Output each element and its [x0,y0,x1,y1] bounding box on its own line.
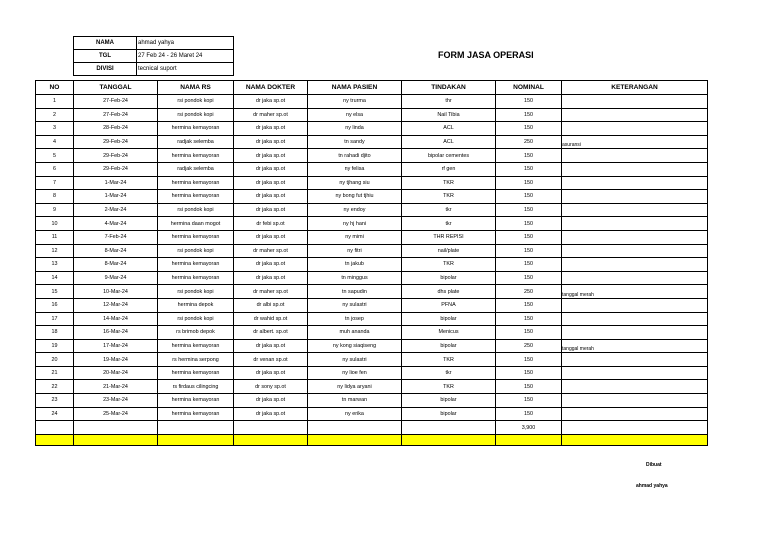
cell-tanggal[interactable]: 4-Mar-24 [74,217,158,231]
cell-tanggal[interactable]: 8-Mar-24 [74,258,158,272]
cell-nominal[interactable]: 150 [496,217,562,231]
cell-no[interactable]: 6 [36,162,74,176]
info-value[interactable]: 27 Feb 24 - 26 Maret 24 [137,50,234,63]
cell-tindakan[interactable]: tkr [402,203,496,217]
cell-nama-pasien[interactable]: ny felisa [308,162,402,176]
cell-nama-rs[interactable]: rsi pondok kopi [158,285,234,299]
cell-nama-pasien[interactable]: ny lioe fen [308,366,402,380]
cell-nama-dokter[interactable]: dr jaka sp.ot [234,162,308,176]
cell-nama-rs[interactable]: radjak selemba [158,162,234,176]
cell[interactable] [74,434,158,445]
cell-nominal[interactable]: 250 [496,285,562,299]
info-row-divisi [74,63,234,76]
cell-no[interactable]: 12 [36,244,74,258]
cell-nominal[interactable]: 150 [496,203,562,217]
cell-nominal[interactable]: 150 [496,271,562,285]
table-row [36,95,708,109]
table-row [36,230,708,244]
cell-tindakan[interactable]: THR REPISI [402,230,496,244]
cell-no[interactable]: 21 [36,366,74,380]
cell-keterangan[interactable] [562,353,708,367]
cell-nama-dokter[interactable]: dr jaka sp.ot [234,366,308,380]
cell-tanggal[interactable]: 9-Mar-24 [74,271,158,285]
header-nama-rs: NAMA RS [158,81,234,95]
cell-no[interactable]: 3 [36,122,74,136]
cell-nama-rs[interactable]: hermina kemayoran [158,190,234,204]
cell-keterangan[interactable] [562,380,708,394]
cell-nama-rs[interactable]: hermina kemayoran [158,339,234,353]
cell-tindakan[interactable]: bipolar cementes [402,149,496,163]
total-row [36,421,708,435]
cell-nama-pasien[interactable]: muh ananda [308,326,402,340]
cell-keterangan[interactable] [562,407,708,421]
cell-no[interactable]: 24 [36,407,74,421]
cell-tindakan[interactable]: bipolar [402,407,496,421]
cell-tanggal[interactable]: 25-Mar-24 [74,407,158,421]
cell-keterangan[interactable] [562,298,708,312]
cell-tanggal[interactable]: 2-Mar-24 [74,203,158,217]
cell[interactable] [158,434,234,445]
cell[interactable] [496,434,562,445]
cell-keterangan[interactable] [562,230,708,244]
cell-nama-pasien[interactable]: ny lidya aryani [308,380,402,394]
cell-no[interactable]: 9 [36,203,74,217]
cell-keterangan[interactable] [562,149,708,163]
cell-nama-pasien[interactable]: tn josep [308,312,402,326]
cell-nama-pasien[interactable]: ny kong siaqiseng [308,339,402,353]
cell-tindakan[interactable]: Menicus [402,326,496,340]
cell-no[interactable]: 15 [36,285,74,299]
header-no: NO [36,81,74,95]
cell-tindakan[interactable]: Nail Tibia [402,108,496,122]
cell-nama-pasien[interactable]: ny erika [308,407,402,421]
cell[interactable] [234,434,308,445]
cell-tindakan[interactable]: bipolar [402,312,496,326]
cell[interactable] [36,421,74,435]
cell-nama-rs[interactable]: rs hermina serpong [158,353,234,367]
info-row-nama [74,37,234,50]
cell-nama-rs[interactable]: rs firdaus cilingcing [158,380,234,394]
cell-nama-pasien[interactable]: ny tjhang siu [308,176,402,190]
cell-tindakan[interactable]: TKR [402,380,496,394]
cell-tanggal[interactable]: 29-Feb-24 [74,162,158,176]
table-row [36,149,708,163]
cell-nama-dokter[interactable]: dr jaka sp.ot [234,122,308,136]
cell-nama-pasien[interactable]: ny trurma [308,95,402,109]
cell-nama-rs[interactable]: hermina kemayoran [158,230,234,244]
cell-keterangan[interactable]: asuransi [562,135,708,149]
cell-keterangan[interactable] [562,244,708,258]
cell-nama-pasien[interactable]: ny hj hani [308,217,402,231]
cell[interactable] [402,421,496,435]
cell-nama-dokter[interactable]: dr wahid sp.ot [234,312,308,326]
cell-tindakan[interactable]: bipolar [402,271,496,285]
cell-nama-dokter[interactable]: dr jaka sp.ot [234,271,308,285]
cell-nama-dokter[interactable]: dr albi sp.ot [234,298,308,312]
cell-no[interactable]: 5 [36,149,74,163]
cell-nominal[interactable]: 150 [496,176,562,190]
info-label: TGL [74,50,137,63]
header-tanggal: TANGGAL [74,81,158,95]
table-row [36,312,708,326]
cell-nama-dokter[interactable]: dr venan sp.ot [234,353,308,367]
cell-keterangan[interactable] [562,176,708,190]
cell-nominal[interactable]: 150 [496,258,562,272]
cell-nominal[interactable]: 150 [496,312,562,326]
cell-tanggal[interactable]: 1-Mar-24 [74,176,158,190]
cell-nama-dokter[interactable]: dr sony sp.ot [234,380,308,394]
cell-no[interactable]: 22 [36,380,74,394]
cell-nama-dokter[interactable]: dr jaka sp.ot [234,258,308,272]
cell-nominal[interactable]: 150 [496,149,562,163]
cell[interactable] [36,434,74,445]
table-row [36,258,708,272]
cell-tanggal[interactable]: 29-Feb-24 [74,149,158,163]
cell-keterangan[interactable] [562,217,708,231]
cell-tanggal[interactable]: 28-Feb-24 [74,122,158,136]
cell-nominal[interactable]: 250 [496,339,562,353]
cell-nama-rs[interactable]: radjak selemba [158,135,234,149]
cell-no[interactable]: 18 [36,326,74,340]
cell-nama-pasien[interactable]: tn rahadi djito [308,149,402,163]
cell-tanggal[interactable]: 21-Mar-24 [74,380,158,394]
cell-nominal[interactable]: 150 [496,190,562,204]
cell-no[interactable]: 19 [36,339,74,353]
table-row [36,271,708,285]
cell-no[interactable]: 17 [36,312,74,326]
cell-nominal[interactable]: 150 [496,122,562,136]
cell-no[interactable]: 1 [36,95,74,109]
cell-nama-pasien[interactable]: tn marwan [308,394,402,408]
cell-nama-rs[interactable]: hermina kemayoran [158,407,234,421]
header-nama-dokter: NAMA DOKTER [234,81,308,95]
cell-nama-rs[interactable]: hermina kemayoran [158,149,234,163]
header-keterangan: KETERANGAN [562,81,708,95]
cell-nama-dokter[interactable]: dr jaka sp.ot [234,339,308,353]
cell-nama-pasien[interactable]: ny sulastri [308,353,402,367]
cell-nama-rs[interactable]: hermina kemayoran [158,394,234,408]
cell-nama-rs[interactable]: rsi pondok kopi [158,203,234,217]
header-nominal: NOMINAL [496,81,562,95]
cell-keterangan[interactable] [562,326,708,340]
cell-tanggal[interactable]: 17-Mar-24 [74,339,158,353]
cell-tanggal[interactable]: 20-Mar-24 [74,366,158,380]
signature-name: ahmad yahya [636,483,668,489]
cell-nominal[interactable]: 150 [496,380,562,394]
cell[interactable] [74,421,158,435]
cell-tindakan[interactable]: TKR [402,190,496,204]
cell-nama-dokter[interactable]: dr jaka sp.ot [234,95,308,109]
cell-no[interactable]: 20 [36,353,74,367]
cell-nama-dokter[interactable]: dr maher sp.ot [234,108,308,122]
cell-tindakan[interactable]: TKR [402,176,496,190]
cell-tanggal[interactable]: 10-Mar-24 [74,285,158,299]
cell-tanggal[interactable]: 27-Feb-24 [74,95,158,109]
cell[interactable] [402,434,496,445]
table-row [36,326,708,340]
cell-nominal[interactable]: 150 [496,394,562,408]
cell-keterangan[interactable]: tanggal merah [562,285,708,299]
cell-keterangan[interactable] [562,366,708,380]
cell[interactable] [234,421,308,435]
cell-nama-pasien[interactable]: ny bong fut tjhiu [308,190,402,204]
cell-tanggal[interactable]: 19-Mar-24 [74,353,158,367]
cell[interactable] [308,434,402,445]
cell-tanggal[interactable]: 16-Mar-24 [74,326,158,340]
cell-keterangan[interactable] [562,258,708,272]
info-label: DIVISI [74,63,137,76]
cell-no[interactable]: 8 [36,190,74,204]
cell-no[interactable]: 23 [36,394,74,408]
cell-keterangan[interactable] [562,190,708,204]
table-body [36,95,708,421]
form-title: FORM JASA OPERASI [438,50,534,60]
cell-nominal[interactable]: 150 [496,298,562,312]
table-row [36,122,708,136]
cell-nama-rs[interactable]: hermina kemayoran [158,122,234,136]
info-row-tgl [74,50,234,63]
cell-keterangan[interactable] [562,108,708,122]
cell-nama-dokter[interactable]: dr maher sp.ot [234,244,308,258]
cell-keterangan[interactable] [562,203,708,217]
cell-nama-rs[interactable]: hermina daan mogot [158,217,234,231]
cell-nama-rs[interactable]: hermina kemayoran [158,271,234,285]
cell-keterangan[interactable] [562,312,708,326]
cell-tanggal[interactable]: 27-Feb-24 [74,108,158,122]
table-row [36,298,708,312]
cell-tindakan[interactable]: TKR [402,353,496,367]
cell-nominal[interactable]: 150 [496,230,562,244]
cell-nama-dokter[interactable]: dr jaka sp.ot [234,407,308,421]
info-table [73,36,234,76]
table-row [36,339,708,353]
cell-tindakan[interactable]: ACL [402,135,496,149]
cell-nama-pasien[interactable]: ny fitri [308,244,402,258]
cell-nama-pasien[interactable]: tn sandy [308,135,402,149]
table-row [36,217,708,231]
cell-nominal[interactable]: 150 [496,353,562,367]
cell-nama-rs[interactable]: rsi pondok kopi [158,95,234,109]
cell-nama-pasien[interactable]: ny mimi [308,230,402,244]
header-nama-pasien: NAMA PASIEN [308,81,402,95]
cell-nama-dokter[interactable]: dr maher sp.ot [234,285,308,299]
cell-tanggal[interactable]: 8-Mar-24 [74,244,158,258]
total-nominal[interactable]: 3,900 [496,421,562,435]
cell-no[interactable]: 10 [36,217,74,231]
cell-nama-rs[interactable]: rsi pondok kopi [158,244,234,258]
cell[interactable] [158,421,234,435]
table-row [36,108,708,122]
cell-no[interactable]: 4 [36,135,74,149]
table-row [36,135,708,149]
cell-nama-dokter[interactable]: dr jaka sp.ot [234,176,308,190]
cell-nama-dokter[interactable]: dr jaka sp.ot [234,135,308,149]
cell-tanggal[interactable]: 14-Mar-24 [74,312,158,326]
cell-nama-rs[interactable]: rsi pondok kopi [158,108,234,122]
table-row [36,162,708,176]
cell-nominal[interactable]: 150 [496,95,562,109]
table-row [36,190,708,204]
cell-keterangan[interactable] [562,122,708,136]
signature-label: Dibuat [646,462,662,468]
cell-keterangan[interactable] [562,271,708,285]
cell-keterangan[interactable]: tanggal merah [562,339,708,353]
table-row [36,394,708,408]
cell-no[interactable]: 14 [36,271,74,285]
cell-tindakan[interactable]: bipolar [402,339,496,353]
cell-no[interactable]: 7 [36,176,74,190]
cell-tindakan[interactable]: bipolar [402,394,496,408]
cell-nama-rs[interactable]: rsi pondok kopi [158,312,234,326]
cell-nama-dokter[interactable]: dr jaka sp.ot [234,149,308,163]
cell-tanggal[interactable]: 1-Mar-24 [74,190,158,204]
cell-nominal[interactable]: 250 [496,135,562,149]
cell-no[interactable]: 16 [36,298,74,312]
jasa-operasi-table [35,80,708,446]
cell-nama-pasien[interactable]: tn minggus [308,271,402,285]
cell-nama-dokter[interactable]: dr jaka sp.ot [234,394,308,408]
cell-nama-rs[interactable]: hermina depok [158,298,234,312]
cell-no[interactable]: 13 [36,258,74,272]
cell-keterangan[interactable] [562,95,708,109]
cell-nominal[interactable]: 150 [496,108,562,122]
cell-tindakan[interactable]: dhs plate [402,285,496,299]
cell-nama-pasien[interactable]: ny endoy [308,203,402,217]
highlight-row [36,434,708,445]
cell-nama-dokter[interactable]: dr febi sp.ot [234,217,308,231]
cell-nama-dokter[interactable]: dr albert. sp.ot [234,326,308,340]
cell-nama-pasien[interactable]: tn jakub [308,258,402,272]
cell-nama-rs[interactable]: hermina kemayoran [158,366,234,380]
cell-tindakan[interactable]: tkr [402,217,496,231]
cell-tanggal[interactable]: 12-Mar-24 [74,298,158,312]
cell-tindakan[interactable]: nail/plate [402,244,496,258]
cell[interactable] [562,434,708,445]
cell-nama-pasien[interactable]: ny sulastri [308,298,402,312]
table-row [36,244,708,258]
cell-nama-dokter[interactable]: dr jaka sp.ot [234,203,308,217]
info-value[interactable]: tecnical suport [137,63,234,76]
cell-nominal[interactable]: 150 [496,407,562,421]
cell-tindakan[interactable]: TKR [402,258,496,272]
cell[interactable] [308,421,402,435]
header-tindakan: TINDAKAN [402,81,496,95]
cell-nama-dokter[interactable]: dr jaka sp.ot [234,230,308,244]
cell-nama-rs[interactable]: hermina kemayoran [158,176,234,190]
cell-keterangan[interactable] [562,394,708,408]
cell-tindakan[interactable]: PFNA [402,298,496,312]
info-value[interactable]: ahmad yahya [137,37,234,50]
cell-nama-pasien[interactable]: ny elsa [308,108,402,122]
table-row [36,203,708,217]
cell-tanggal[interactable]: 23-Mar-24 [74,394,158,408]
info-label: NAMA [74,37,137,50]
cell-nominal[interactable]: 150 [496,162,562,176]
header-row [36,81,708,95]
cell-tindakan[interactable]: thr [402,95,496,109]
cell-tindakan[interactable]: ACL [402,122,496,136]
table-row [36,285,708,299]
cell-keterangan[interactable] [562,162,708,176]
cell-no[interactable]: 11 [36,230,74,244]
cell-no[interactable]: 2 [36,108,74,122]
cell-nama-dokter[interactable]: dr jaka sp.ot [234,190,308,204]
cell-nama-rs[interactable]: hermina kemayoran [158,258,234,272]
cell-nominal[interactable]: 150 [496,244,562,258]
cell-tanggal[interactable]: 29-Feb-24 [74,135,158,149]
table-row [36,176,708,190]
cell-nama-pasien[interactable]: tn sapudin [308,285,402,299]
cell[interactable] [562,421,708,435]
cell-tindakan[interactable]: tkr [402,366,496,380]
cell-tanggal[interactable]: 7-Feb-24 [74,230,158,244]
table-row [36,366,708,380]
table-row [36,407,708,421]
table-row [36,380,708,394]
cell-nominal[interactable]: 150 [496,366,562,380]
cell-tindakan[interactable]: rf gen [402,162,496,176]
cell-nama-rs[interactable]: rs brimob depok [158,326,234,340]
cell-nama-pasien[interactable]: ny linda [308,122,402,136]
cell-nominal[interactable]: 150 [496,326,562,340]
table-row [36,353,708,367]
